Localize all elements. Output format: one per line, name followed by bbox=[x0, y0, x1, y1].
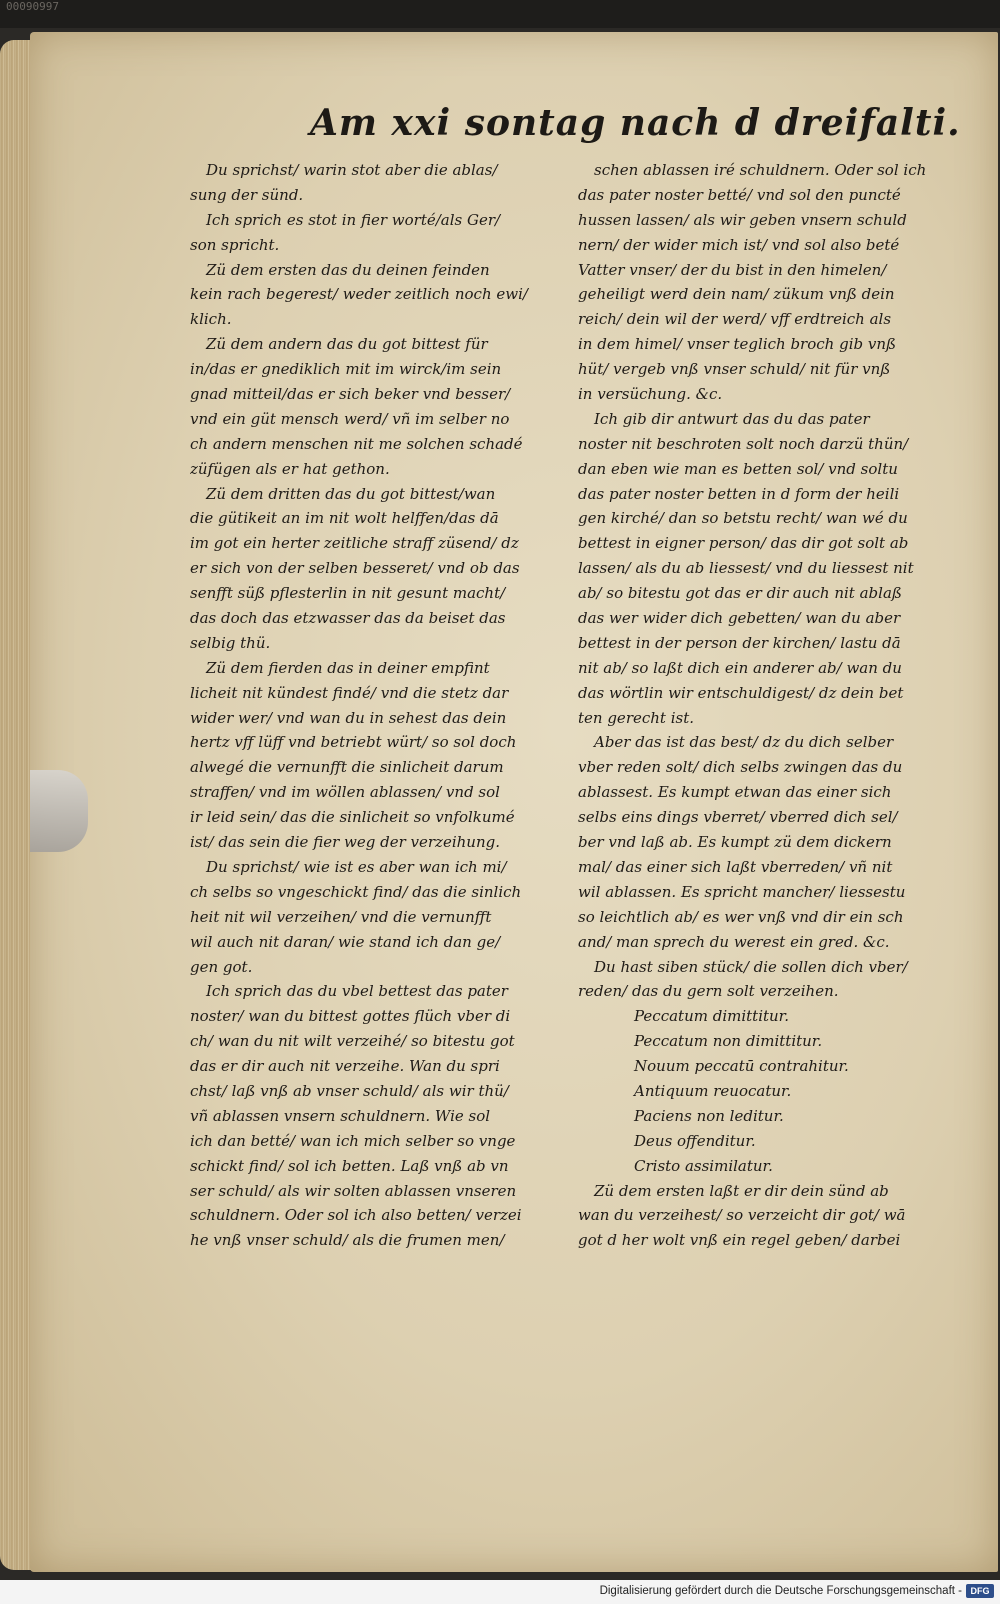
text-line: Zü dem ersten laßt er dir dein sünd ab bbox=[594, 1181, 889, 1200]
latin-line: Paciens non leditur. bbox=[634, 1106, 784, 1125]
text-line: senfft süß pflesterlin in nit gesunt macht/ bbox=[190, 584, 506, 603]
text-line: in/das er gnediklich mit im wirck/im sein bbox=[190, 360, 502, 379]
latin-line: Peccatum dimittitur. bbox=[634, 1007, 789, 1026]
text-line: hertz vff lüff vnd betriebt würt/ so sol doch bbox=[190, 733, 517, 752]
text-line: selbig thü. bbox=[190, 633, 271, 652]
text-line: Du sprichst/ warin stot aber die ablas/ bbox=[206, 161, 498, 179]
text-line: reich/ dein wil der werd/ vff erdtreich als bbox=[578, 310, 892, 329]
text-line: schuldnern. Oder sol ich also betten/ verzei bbox=[190, 1206, 522, 1225]
text-line: vnd ein güt mensch werd/ vñ im selber no bbox=[190, 409, 510, 428]
text-line: and/ man sprech du werest ein gred. &c. bbox=[578, 932, 890, 951]
text-line: nern/ der wider mich ist/ vnd sol also beté bbox=[578, 235, 900, 254]
text-line: gen kirché/ dan so betstu recht/ wan wé du bbox=[578, 509, 908, 528]
text-line: ir leid sein/ das die sinlicheit so vnfolkumé bbox=[190, 808, 515, 827]
latin-list bbox=[578, 1004, 950, 1178]
text-line: ist/ das sein die fier weg der verzeihung. bbox=[190, 833, 500, 852]
text-line: straffen/ vnd im wöllen ablassen/ vnd sol bbox=[190, 783, 500, 802]
text-line: das wer wider dich gebetten/ wan du aber bbox=[578, 609, 901, 628]
text-line: ch/ wan du nit wilt verzeihé/ so bitestu got bbox=[190, 1032, 515, 1051]
text-line: hüt/ vergeb vnß vnser schuld/ nit für vnß bbox=[578, 360, 891, 379]
latin-line: Nouum peccatū contrahitur. bbox=[634, 1057, 849, 1076]
text-line: alwegé die vernunfft die sinlicheit darum bbox=[190, 758, 504, 777]
text-line: ablassest. Es kumpt etwan das einer sich bbox=[578, 783, 892, 802]
text-line: Du sprichst/ wie ist es aber wan ich mi/ bbox=[206, 857, 507, 876]
text-line: wan du verzeihest/ so verzeicht dir got/ wā bbox=[578, 1206, 906, 1225]
text-line: hussen lassen/ als wir geben vnsern schuld bbox=[578, 210, 907, 229]
text-line: lassen/ als du ab liessest/ vnd du liessest nit bbox=[578, 559, 914, 578]
text-line: ich dan betté/ wan ich mich selber so vnge bbox=[190, 1131, 516, 1150]
text-line: nit ab/ so laßt dich ein anderer ab/ wan du bbox=[578, 658, 902, 677]
text-line: got d her wolt vnß ein regel geben/ darbei bbox=[578, 1231, 901, 1250]
text-line: ser schuld/ als wir solten ablassen vnseren bbox=[190, 1181, 517, 1200]
scan-top-strip bbox=[0, 0, 1000, 28]
text-line: son spricht. bbox=[190, 235, 280, 254]
text-line: Zü dem fierden das in deiner empfint bbox=[206, 658, 490, 677]
text-line: ch selbs so vngeschickt find/ das die sinlich bbox=[190, 882, 522, 901]
text-line: Vatter vnser/ der du bist in den himelen/ bbox=[578, 260, 887, 279]
text-line: dan eben wie man es betten sol/ vnd soltu bbox=[578, 459, 898, 478]
right-column bbox=[578, 158, 950, 1253]
latin-line: Deus offenditur. bbox=[634, 1131, 756, 1150]
right-tail-text bbox=[578, 1179, 950, 1254]
text-line: Ich gib dir antwurt das du das pater bbox=[594, 409, 870, 428]
text-line: er sich von der selben besseret/ vnd ob das bbox=[190, 559, 520, 578]
text-line: schen ablassen iré schuldnern. Oder sol ich bbox=[594, 161, 927, 179]
text-line: bettest in der person der kirchen/ lastu dā bbox=[578, 633, 901, 652]
latin-line: Antiquum reuocatur. bbox=[634, 1081, 792, 1100]
scan-id: 00090997 bbox=[6, 0, 59, 13]
text-line: reden/ das du gern solt verzeihen. bbox=[578, 982, 839, 1001]
left-column bbox=[190, 158, 575, 1253]
text-line: so leichtlich ab/ es wer vnß vnd dir ein sch bbox=[578, 907, 904, 926]
text-line: Aber das ist das best/ dz du dich selber bbox=[594, 733, 894, 752]
text-line: wider wer/ vnd wan du in sehest das dein bbox=[190, 708, 507, 727]
text-line: ten gerecht ist. bbox=[578, 708, 695, 727]
text-line: bettest in eigner person/ das dir got solt ab bbox=[578, 534, 909, 553]
text-line: gen got. bbox=[190, 957, 253, 976]
text-line: he vnß vnser schuld/ als die frumen men/ bbox=[190, 1231, 505, 1250]
text-line: mal/ das einer sich laßt vberreden/ vñ nit bbox=[578, 857, 893, 876]
text-line: klich. bbox=[190, 310, 232, 329]
text-line: ab/ so bitestu got das er dir auch nit ablaß bbox=[578, 584, 902, 603]
text-line: vber reden solt/ dich selbs zwingen das du bbox=[578, 758, 903, 777]
text-line: das doch das etzwasser das da beiset das bbox=[190, 609, 506, 628]
text-line: ch andern menschen nit me solchen schadé bbox=[190, 434, 523, 453]
text-line: das wörtlin wir entschuldigest/ dz dein bet bbox=[578, 683, 904, 702]
text-line: wil ablassen. Es spricht mancher/ liessestu bbox=[578, 882, 906, 901]
text-line: Zü dem andern das du got bittest für bbox=[206, 335, 488, 354]
text-line: das pater noster betten in d form der heili bbox=[578, 484, 900, 503]
latin-line: Cristo assimilatur. bbox=[634, 1156, 773, 1175]
text-line: im got ein herter zeitliche straff züsend/ dz bbox=[190, 534, 519, 553]
text-line: Du hast siben stück/ die sollen dich vber/ bbox=[594, 957, 908, 976]
text-line: noster/ wan du bittest gottes flüch vber di bbox=[190, 1007, 511, 1026]
text-line: die gütikeit an im nit wolt helffen/das dā bbox=[190, 509, 499, 528]
text-line: in versüchung. &c. bbox=[578, 385, 723, 404]
text-line: kein rach begerest/ weder zeitlich noch ewi/ bbox=[190, 285, 528, 304]
text-line: ber vnd laß ab. Es kumpt zü dem dickern bbox=[578, 833, 892, 852]
text-line: selbs eins dings vberret/ vberred dich sel/ bbox=[578, 808, 898, 827]
dfg-logo: DFG bbox=[966, 1584, 994, 1598]
text-line: wil auch nit daran/ wie stand ich dan ge/ bbox=[190, 932, 501, 951]
text-line: das pater noster betté/ vnd sol den puncté bbox=[578, 185, 901, 204]
text-line: geheiligt werd dein nam/ zükum vnß dein bbox=[578, 285, 895, 304]
text-line: Ich sprich es stot in fier worté/als Ger/ bbox=[206, 210, 501, 229]
text-line: züfügen als er hat gethon. bbox=[190, 459, 390, 478]
text-line: heit nit wil verzeihen/ vnd die vernunfft bbox=[190, 907, 492, 926]
text-line: schickt find/ sol ich betten. Laß vnß ab vn bbox=[190, 1156, 509, 1175]
text-line: Zü dem ersten das du deinen feinden bbox=[206, 260, 490, 279]
latin-line: Peccatum non dimittitur. bbox=[634, 1032, 823, 1051]
text-line: licheit nit kündest findé/ vnd die stetz dar bbox=[190, 683, 509, 702]
right-main-text bbox=[578, 158, 950, 1004]
text-line: noster nit beschroten solt noch darzü thün/ bbox=[578, 434, 909, 453]
footer-credit: Digitalisierung gefördert durch die Deutsche Forschungsgemeinschaft - bbox=[599, 1585, 962, 1597]
text-line: Zü dem dritten das du got bittest/wan bbox=[206, 484, 496, 503]
page-clip bbox=[30, 770, 88, 852]
running-header: Am xxi sontag nach d dreifalti. bbox=[310, 102, 961, 144]
text-line: das er dir auch nit verzeihe. Wan du spri bbox=[190, 1057, 500, 1076]
text-line: sung der sünd. bbox=[190, 185, 304, 204]
text-line: Ich sprich das du vbel bettest das pater bbox=[206, 982, 508, 1001]
text-line: vñ ablassen vnsern schuldnern. Wie sol bbox=[190, 1106, 491, 1125]
text-line: gnad mitteil/das er sich beker vnd besser/ bbox=[190, 385, 511, 404]
text-line: in dem himel/ vnser teglich broch gib vnß bbox=[578, 335, 897, 354]
text-line: chst/ laß vnß ab vnser schuld/ als wir thü/ bbox=[190, 1081, 509, 1100]
